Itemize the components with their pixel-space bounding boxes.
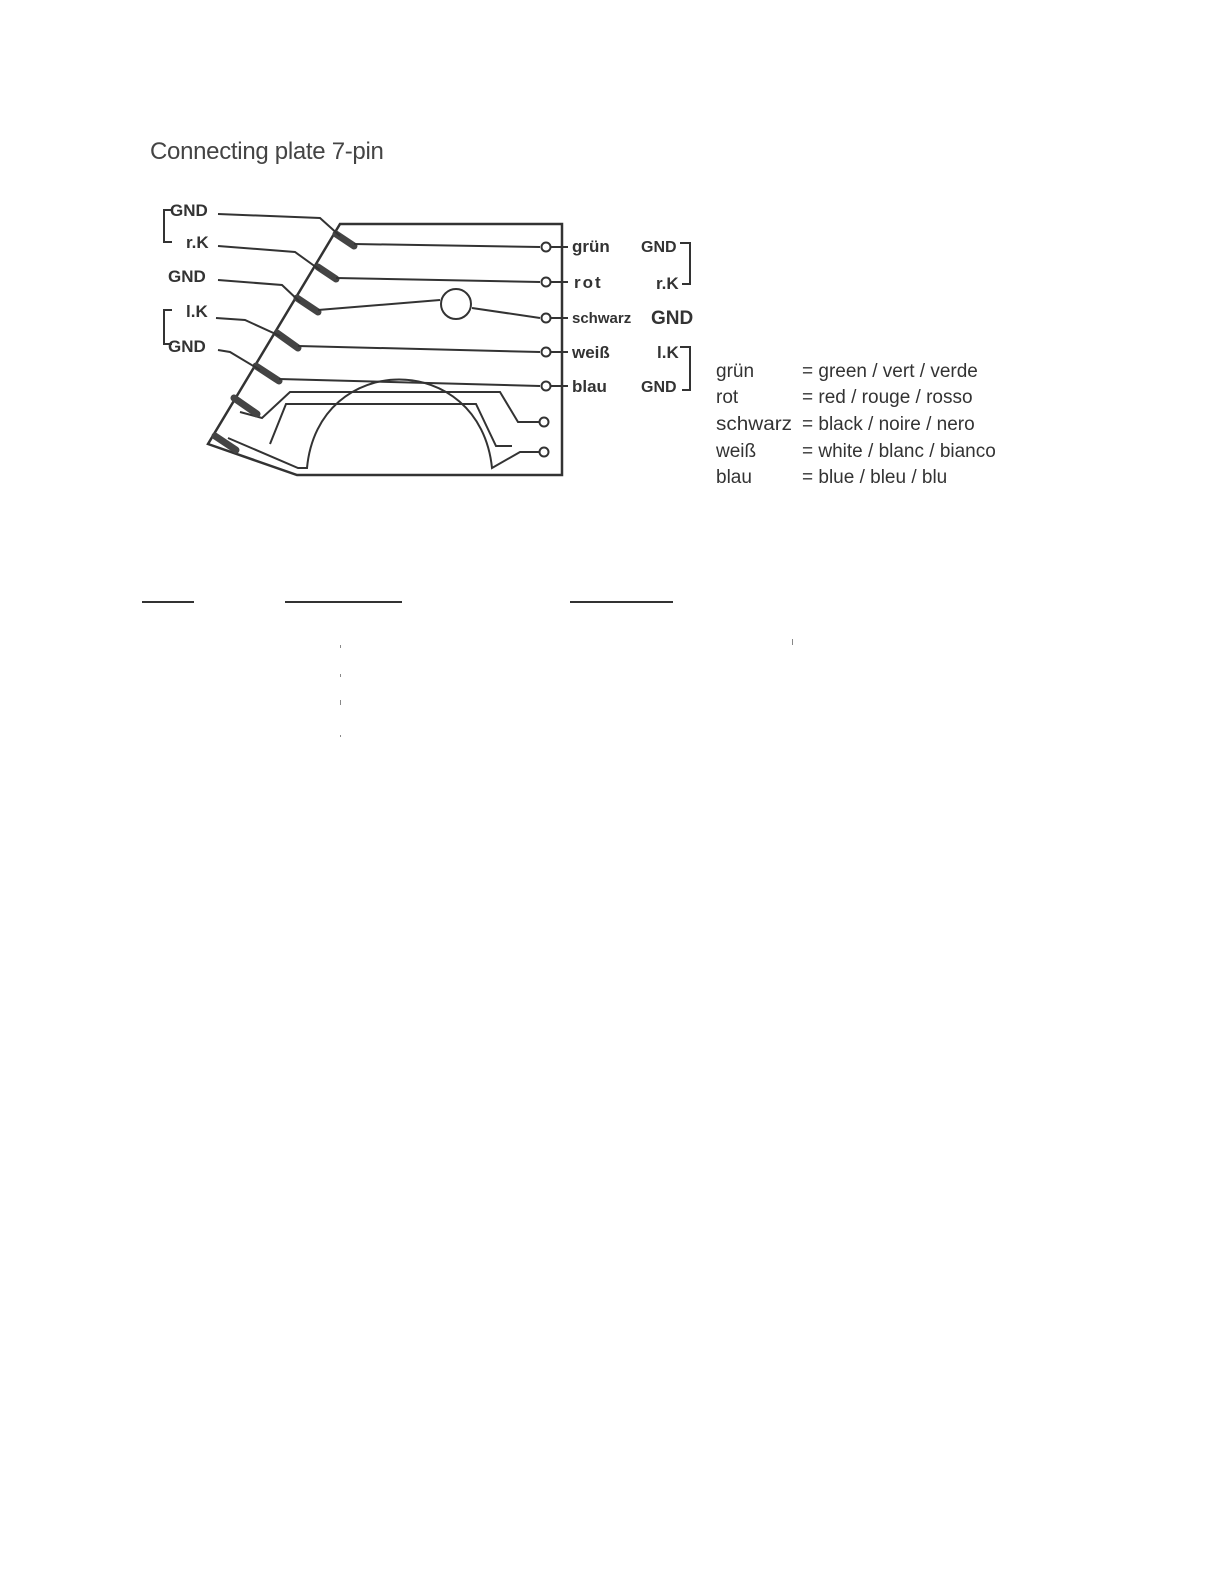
pin-label-blau: blau — [572, 377, 607, 396]
leader-gnd-1 — [218, 214, 340, 236]
leader-gnd-2 — [218, 280, 300, 302]
pin-6 — [540, 418, 549, 427]
right-label-rk: r.K — [656, 274, 679, 293]
leader-lk — [216, 318, 280, 336]
right-label-gnd-3: GND — [641, 379, 677, 396]
wire-schwarz — [318, 300, 440, 310]
wire-rot — [336, 278, 540, 282]
scan-mark-5 — [792, 639, 793, 645]
wire-schwarz-b — [472, 308, 540, 318]
plate-cutout-arch-frame — [270, 404, 512, 446]
left-label-lk: l.K — [186, 302, 208, 321]
wire-weiss — [298, 346, 540, 352]
legend-meaning-schwarz: = black / noire / nero — [802, 414, 975, 435]
pin-4 — [542, 348, 551, 357]
left-label-gnd-2: GND — [168, 267, 206, 286]
pin-3 — [542, 314, 551, 323]
pin-5 — [542, 382, 551, 391]
bracket-right-top — [680, 243, 690, 284]
pin-label-weiss: weiß — [572, 343, 610, 362]
legend-meaning-gruen: = green / vert / verde — [802, 361, 978, 382]
leader-gnd-3 — [218, 350, 260, 370]
resistor-symbol — [441, 289, 471, 319]
right-label-gnd-2: GND — [651, 308, 694, 329]
scan-mark-2 — [340, 674, 341, 677]
bracket-right-bottom — [680, 347, 690, 390]
divider-rule-3 — [570, 601, 673, 603]
pin-7 — [540, 448, 549, 457]
left-label-rk: r.K — [186, 233, 209, 252]
page-title: Connecting plate 7-pin — [150, 138, 384, 165]
divider-rule-2 — [285, 601, 402, 603]
divider-rule-1 — [142, 601, 194, 603]
pin-label-rot: rot — [574, 273, 603, 292]
plate-outline — [208, 224, 562, 475]
right-label-gnd-1: GND — [641, 239, 677, 256]
contact-pad-5 — [256, 366, 279, 381]
legend-term-rot: rot — [716, 387, 739, 408]
scan-mark-4 — [340, 735, 341, 737]
left-label-gnd-1: GND — [170, 201, 208, 220]
legend-meaning-blau: = blue / bleu / blu — [802, 467, 948, 488]
legend-meaning-weiss: = white / blanc / bianco — [802, 441, 996, 462]
legend-term-blau: blau — [716, 467, 752, 488]
pin-1 — [542, 243, 551, 252]
color-legend — [715, 361, 996, 488]
left-label-gnd-3: GND — [168, 337, 206, 356]
pin-label-gruen: grün — [572, 237, 610, 256]
pin-2 — [542, 278, 551, 287]
pin-label-schwarz: schwarz — [572, 310, 632, 327]
contact-pad-6 — [234, 398, 257, 414]
connecting-plate-diagram — [0, 0, 1224, 560]
legend-term-gruen: grün — [716, 361, 755, 382]
scan-mark-1 — [340, 645, 341, 648]
legend-term-schwarz: schwarz — [716, 414, 792, 435]
right-label-lk: l.K — [657, 343, 679, 362]
scan-mark-3 — [340, 700, 341, 705]
wire-gruen — [354, 244, 540, 247]
contact-pad-2 — [318, 267, 336, 279]
contact-pad-3 — [297, 298, 318, 312]
legend-term-weiss: weiß — [716, 441, 757, 462]
leader-rk — [218, 246, 320, 270]
legend-meaning-rot: = red / rouge / rosso — [802, 387, 973, 408]
